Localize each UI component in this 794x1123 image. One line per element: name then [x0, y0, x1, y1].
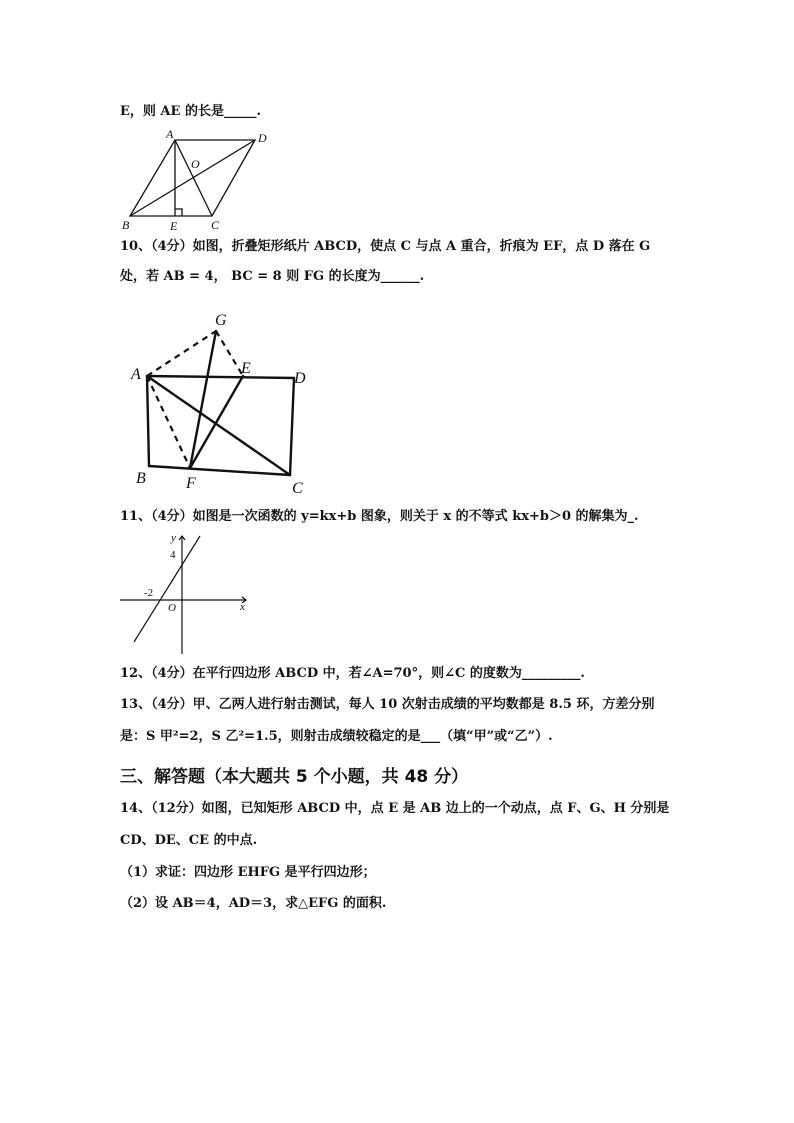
label-e: E — [241, 360, 251, 377]
label-b: B — [122, 218, 130, 232]
edge-ad — [147, 376, 294, 378]
q14-part2: （2）设 AB＝4，AD＝3，求△EFG 的面积. — [120, 896, 387, 911]
q10-line1: 10、（4分）如图，折叠矩形纸片 ABCD，使点 C 与点 A 重合，折痕为 EF，点 D 落在 G — [120, 239, 651, 254]
label-a: A — [166, 127, 174, 141]
label-g: G — [215, 312, 227, 329]
label-c: C — [211, 218, 220, 232]
q10-figure — [128, 303, 328, 502]
edge-bc — [149, 466, 290, 475]
label-a: A — [131, 366, 141, 383]
dashed-ag — [147, 331, 216, 376]
q9-figure — [118, 126, 278, 238]
label-d: D — [258, 131, 267, 145]
edge-ab — [147, 376, 149, 466]
label-y: y — [171, 532, 176, 544]
label-d: D — [294, 370, 306, 387]
q12-line1: 12、（4分）在平行四边形 ABCD 中，若∠A=70°，则∠C 的度数为_________. — [120, 666, 585, 681]
q11-figure — [118, 530, 252, 662]
section-heading: 三、解答题（本大题共 5 个小题，共 48 分） — [120, 767, 469, 787]
q9-text: E，则 AE 的长是_____. — [120, 104, 261, 119]
label-b: B — [136, 470, 146, 487]
dashed-ge — [216, 331, 243, 376]
q11-line1: 11、（4分）如图是一次函数的 y=kx+b 图象，则关于 x 的不等式 kx+b＞0 的解集为_. — [120, 509, 639, 524]
q13-line1: 13、（4分）甲、乙两人进行射击测试，每人 10 次射击成绩的平均数都是 8.5 环，方差分别 — [120, 697, 655, 712]
diagonal-bd — [130, 140, 255, 216]
q10-line2: 处，若 AB = 4， BC = 8 则 FG 的长度为______. — [120, 269, 425, 284]
diagonal-ac — [147, 376, 290, 475]
edge-dc — [290, 378, 294, 475]
q14-line2: CD、DE、CE 的中点. — [120, 833, 258, 848]
label-f: F — [186, 475, 196, 492]
q13-line2: 是：S 甲²=2，S 乙²=1.5，则射击成绩较稳定的是___（填“甲”或“乙”）. — [120, 729, 553, 744]
label-c: C — [292, 480, 303, 497]
label-o: O — [191, 157, 200, 171]
label-neg2: -2 — [144, 587, 154, 599]
q14-line1: 14、（12分）如图，已知矩形 ABCD 中，点 E 是 AB 边上的一个动点，点 F、G、H 分别是 — [120, 801, 670, 816]
label-4: 4 — [170, 549, 176, 561]
label-x: x — [240, 601, 245, 613]
label-e: E — [170, 219, 178, 233]
q14-part1: （1）求证：四边形 EHFG 是平行四边形； — [120, 865, 376, 880]
right-angle-mark — [175, 209, 182, 216]
label-origin: O — [168, 602, 176, 614]
